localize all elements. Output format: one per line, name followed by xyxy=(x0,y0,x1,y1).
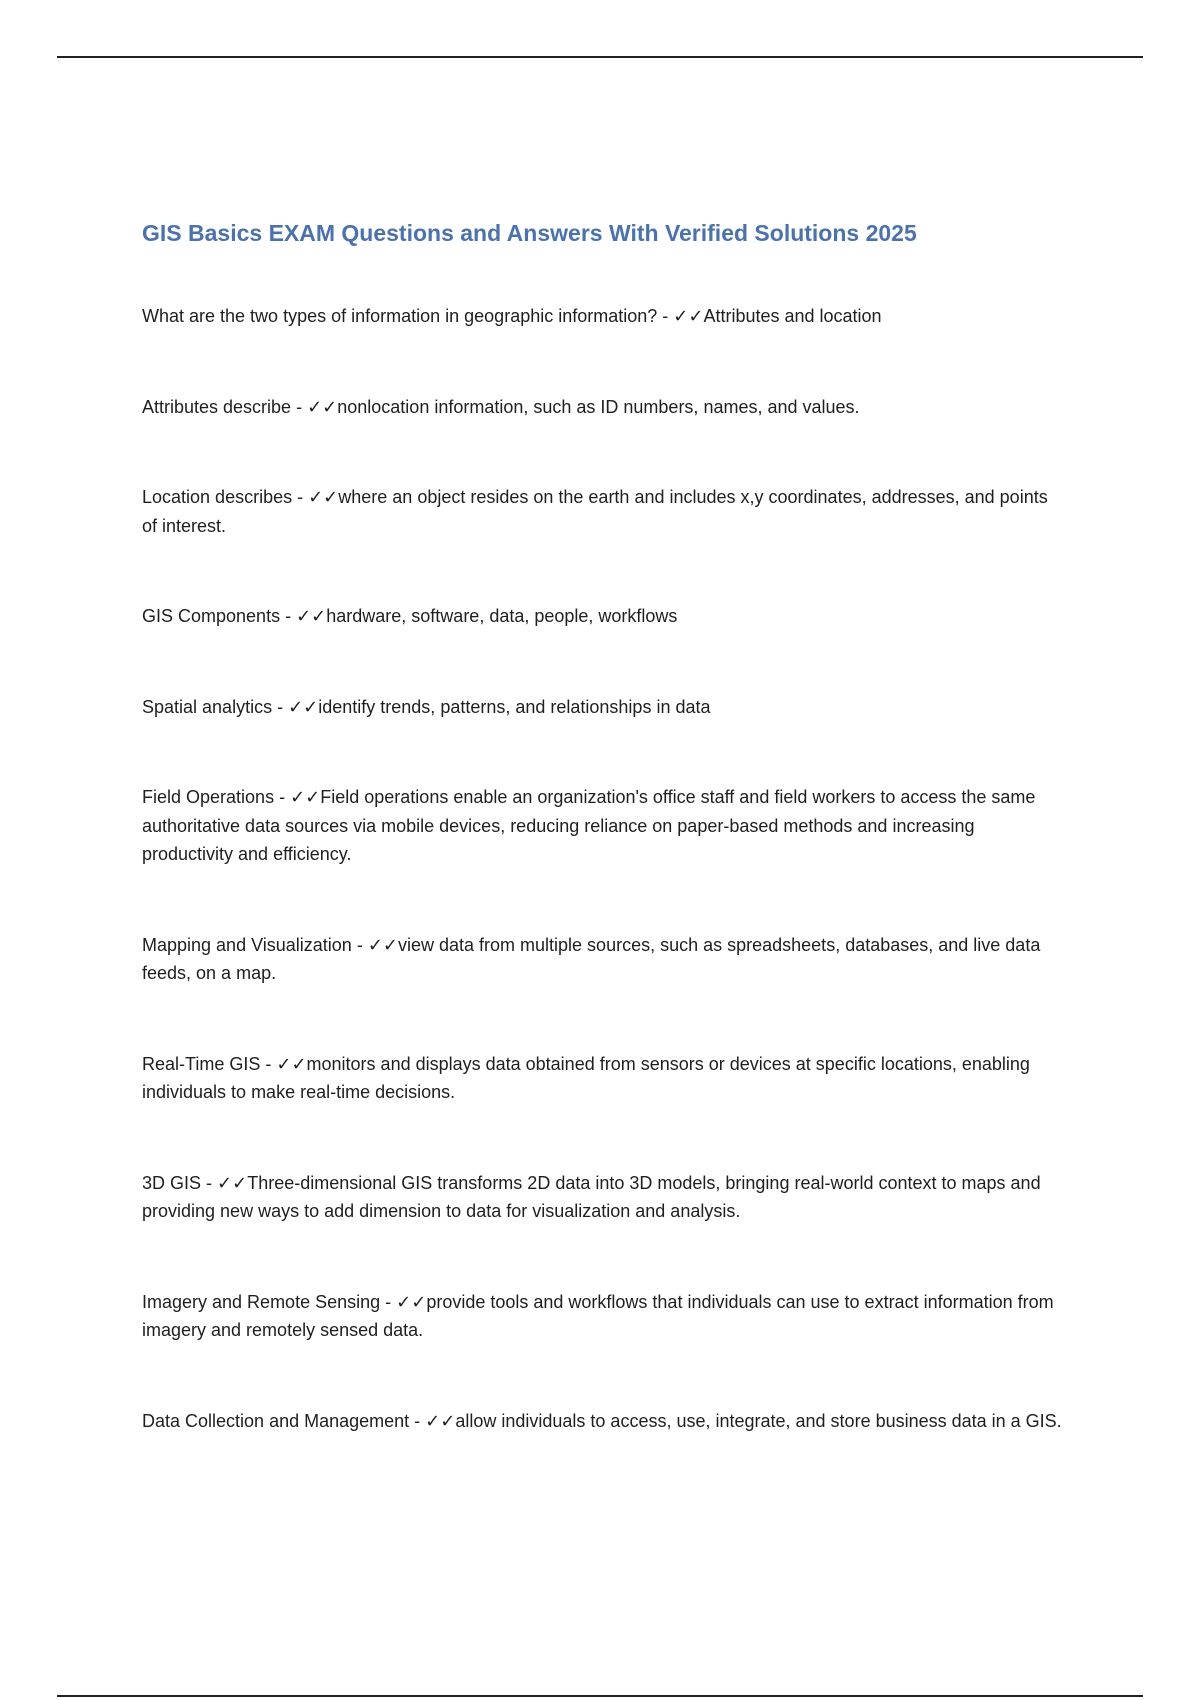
qa-answer: monitors and displays data obtained from sensors or devices at specific locations, enabling individuals to make real-time decisions. xyxy=(142,1053,1030,1102)
check-mark-icon: ✓✓ xyxy=(425,1410,456,1431)
qa-answer: nonlocation information, such as ID numbers, names, and values. xyxy=(337,396,860,417)
qa-separator: - xyxy=(657,306,674,326)
qa-answer: hardware, software, data, people, workflows xyxy=(326,606,678,626)
qa-separator: - xyxy=(272,696,289,717)
qa-item xyxy=(142,1169,1062,1226)
qa-list xyxy=(142,302,1062,1435)
header-rule xyxy=(57,56,1143,58)
qa-separator: - xyxy=(380,1291,397,1312)
qa-term: Real-Time GIS xyxy=(142,1053,261,1074)
qa-answer: Attributes and location xyxy=(703,306,882,326)
document-title: GIS Basics EXAM Questions and Answers With Verified Solutions 2025 xyxy=(142,220,917,246)
qa-item xyxy=(142,1050,1062,1107)
check-mark-icon: ✓✓ xyxy=(296,606,327,626)
qa-item xyxy=(142,783,1062,869)
qa-item xyxy=(142,931,1062,988)
qa-answer: where an object resides on the earth and includes x,y coordinates, addresses, and points of interest. xyxy=(142,487,1048,536)
qa-term: Imagery and Remote Sensing xyxy=(142,1291,381,1312)
qa-item xyxy=(142,1407,1062,1436)
qa-separator: - xyxy=(260,1053,277,1074)
qa-separator: - xyxy=(351,934,368,955)
qa-answer: allow individuals to access, use, integrate, and store business data in a GIS. xyxy=(455,1410,1062,1431)
footer-rule xyxy=(57,1695,1143,1697)
qa-term: Spatial analytics xyxy=(142,696,273,717)
qa-separator: - xyxy=(201,1172,218,1193)
check-mark-icon: ✓✓ xyxy=(396,1291,427,1312)
check-mark-icon: ✓✓ xyxy=(367,934,398,955)
qa-term: Data Collection and Management xyxy=(142,1410,410,1431)
qa-separator: - xyxy=(280,606,297,626)
qa-item xyxy=(142,693,1062,722)
qa-separator: - xyxy=(292,487,309,507)
check-mark-icon: ✓✓ xyxy=(307,396,338,417)
check-mark-icon: ✓✓ xyxy=(288,696,319,717)
document-body xyxy=(142,216,1062,1497)
qa-answer: identify trends, patterns, and relationships in data xyxy=(318,696,711,717)
qa-answer: provide tools and workflows that individuals can use to extract information from imagery and remotely sensed data. xyxy=(142,1291,1054,1340)
qa-term: 3D GIS xyxy=(142,1172,202,1193)
qa-item xyxy=(142,602,1062,631)
qa-item xyxy=(142,483,1062,540)
qa-answer: view data from multiple sources, such as spreadsheets, databases, and live data feeds, on a map. xyxy=(142,934,1041,983)
qa-item xyxy=(142,1288,1062,1345)
qa-separator: - xyxy=(291,396,308,417)
check-mark-icon: ✓✓ xyxy=(673,306,704,326)
check-mark-icon: ✓✓ xyxy=(276,1053,307,1074)
qa-term: GIS Components xyxy=(142,606,281,626)
qa-term: Mapping and Visualization xyxy=(142,934,352,955)
qa-answer: Field operations enable an organization's office staff and field workers to access the same authoritative data sources via mobile devices, reducing reliance on paper-based methods and increasing productivity and efficiency. xyxy=(142,787,1036,864)
qa-separator: - xyxy=(274,787,291,807)
check-mark-icon: ✓✓ xyxy=(308,487,339,507)
qa-item xyxy=(142,393,1062,422)
check-mark-icon: ✓✓ xyxy=(217,1172,248,1193)
qa-answer: Three-dimensional GIS transforms 2D data into 3D models, bringing real-world context to maps and providing new ways to add dimension to data for visualization and analysis. xyxy=(142,1172,1041,1221)
qa-term: Attributes describe xyxy=(142,396,292,417)
qa-term: What are the two types of information in geographic information? xyxy=(142,306,658,326)
qa-term: Location describes xyxy=(142,487,293,507)
qa-separator: - xyxy=(409,1410,426,1431)
check-mark-icon: ✓✓ xyxy=(290,787,321,807)
qa-item xyxy=(142,302,1062,331)
qa-term: Field Operations xyxy=(142,787,275,807)
